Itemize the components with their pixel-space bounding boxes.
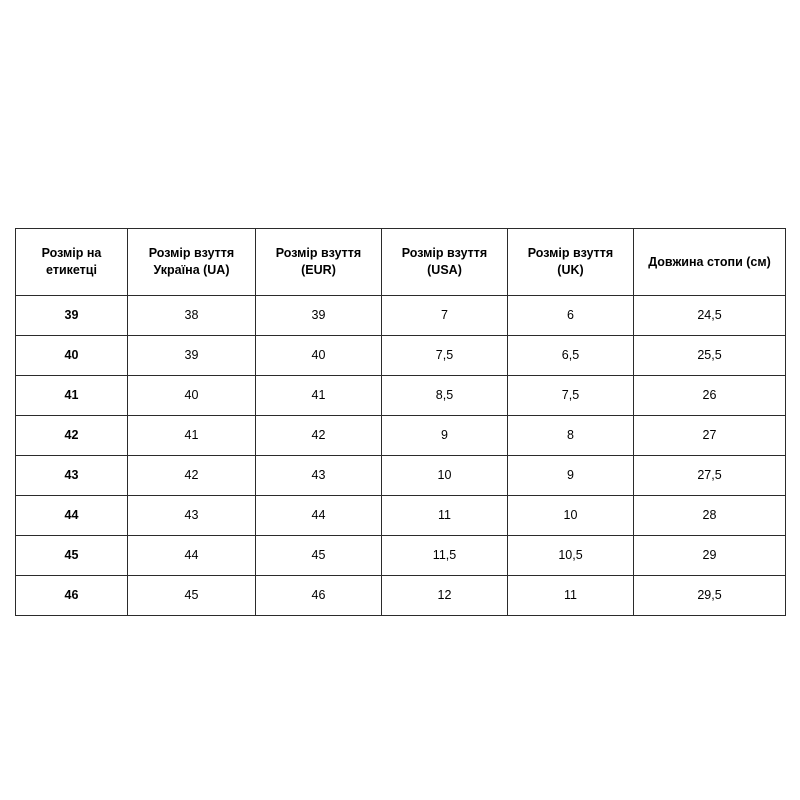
cell-ua-size: 45 [128, 576, 256, 616]
cell-usa-size: 11,5 [382, 536, 508, 576]
cell-uk-size: 10,5 [508, 536, 634, 576]
cell-usa-size: 10 [382, 456, 508, 496]
cell-usa-size: 12 [382, 576, 508, 616]
cell-label-size: 44 [16, 496, 128, 536]
table-row [16, 336, 786, 376]
cell-foot-length: 24,5 [634, 296, 786, 336]
cell-foot-length: 25,5 [634, 336, 786, 376]
cell-eur-size: 41 [256, 376, 382, 416]
cell-usa-size: 8,5 [382, 376, 508, 416]
cell-uk-size: 9 [508, 456, 634, 496]
cell-label-size: 42 [16, 416, 128, 456]
cell-ua-size: 38 [128, 296, 256, 336]
cell-uk-size: 10 [508, 496, 634, 536]
cell-foot-length: 29,5 [634, 576, 786, 616]
cell-usa-size: 9 [382, 416, 508, 456]
cell-label-size: 43 [16, 456, 128, 496]
column-header-ua-size: Розмір взуття Україна (UA) [128, 229, 256, 296]
shoe-size-table [15, 228, 786, 616]
cell-ua-size: 42 [128, 456, 256, 496]
cell-foot-length: 29 [634, 536, 786, 576]
cell-ua-size: 41 [128, 416, 256, 456]
cell-uk-size: 7,5 [508, 376, 634, 416]
table-row [16, 496, 786, 536]
column-header-label-size: Розмір на етикетці [16, 229, 128, 296]
column-header-eur-size: Розмір взуття (EUR) [256, 229, 382, 296]
cell-label-size: 39 [16, 296, 128, 336]
size-chart-container [15, 228, 785, 616]
cell-ua-size: 44 [128, 536, 256, 576]
column-header-uk-size: Розмір взуття (UK) [508, 229, 634, 296]
table-row [16, 376, 786, 416]
cell-label-size: 41 [16, 376, 128, 416]
table-header-row [16, 229, 786, 296]
table-body [16, 296, 786, 616]
table-row [16, 296, 786, 336]
cell-ua-size: 39 [128, 336, 256, 376]
cell-uk-size: 6 [508, 296, 634, 336]
cell-uk-size: 8 [508, 416, 634, 456]
cell-eur-size: 46 [256, 576, 382, 616]
cell-foot-length: 27,5 [634, 456, 786, 496]
cell-eur-size: 42 [256, 416, 382, 456]
cell-label-size: 40 [16, 336, 128, 376]
cell-label-size: 45 [16, 536, 128, 576]
table-row [16, 456, 786, 496]
column-header-usa-size: Розмір взуття (USA) [382, 229, 508, 296]
table-row [16, 416, 786, 456]
cell-foot-length: 27 [634, 416, 786, 456]
cell-label-size: 46 [16, 576, 128, 616]
cell-eur-size: 45 [256, 536, 382, 576]
cell-ua-size: 43 [128, 496, 256, 536]
cell-uk-size: 11 [508, 576, 634, 616]
cell-uk-size: 6,5 [508, 336, 634, 376]
cell-usa-size: 7,5 [382, 336, 508, 376]
cell-ua-size: 40 [128, 376, 256, 416]
cell-eur-size: 43 [256, 456, 382, 496]
table-row [16, 536, 786, 576]
column-header-foot-length: Довжина стопи (см) [634, 229, 786, 296]
cell-foot-length: 28 [634, 496, 786, 536]
cell-eur-size: 40 [256, 336, 382, 376]
cell-usa-size: 11 [382, 496, 508, 536]
cell-eur-size: 44 [256, 496, 382, 536]
table-header [16, 229, 786, 296]
cell-eur-size: 39 [256, 296, 382, 336]
table-row [16, 576, 786, 616]
cell-foot-length: 26 [634, 376, 786, 416]
cell-usa-size: 7 [382, 296, 508, 336]
